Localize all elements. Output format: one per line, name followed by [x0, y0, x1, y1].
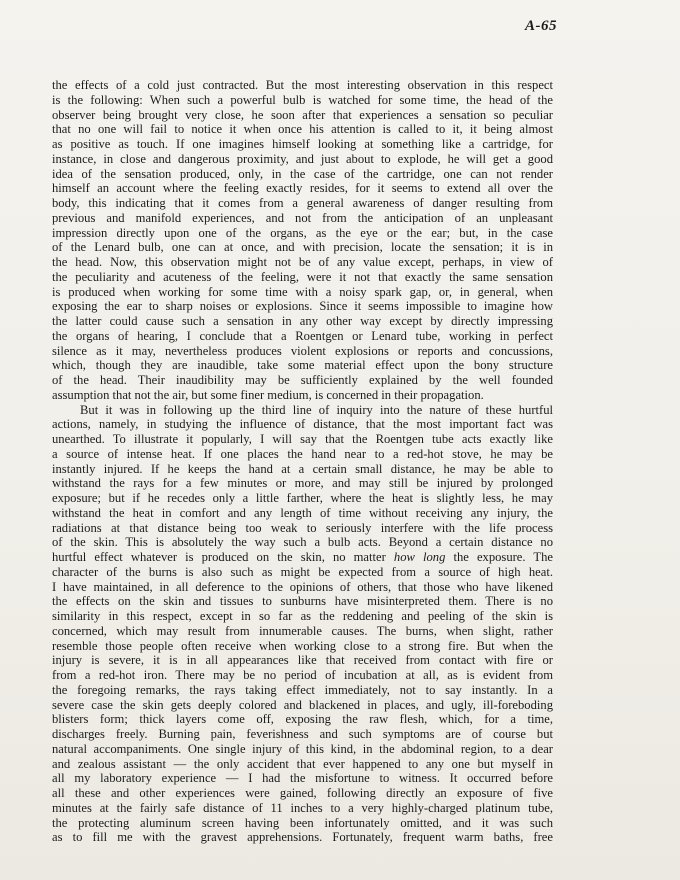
text-line: the peculiarity and acuteness of the feeling, were it not that exactly the same sensation [52, 269, 553, 284]
text-line: silence as it may, nevertheless produces violent explosions or reports and concussions, [52, 343, 553, 358]
text-line: severe case the skin gets deeply colored and blackened in places, and ugly, ill-foreboding [52, 697, 553, 712]
text-line-with-emphasis [52, 550, 553, 565]
text-line: exposure; but if he recedes only a little farther, where the heat is slightly less, he may [52, 491, 553, 505]
text-line: character of the burns is also such as might be expected from a source of high heat. [52, 564, 553, 579]
text-line: as positive as touch. If one imagines himself looking at something like a cartridge, for [52, 137, 553, 151]
text-line: which, though they are inaudible, take some material effect upon the bony structure [52, 358, 553, 373]
text-line: similarity in this respect, except in so far as the reddening and peeling of the skin is [52, 609, 553, 623]
text-line: of the skin. This is absolutely the way such a bulb acts. Beyond a certain distance no [52, 535, 553, 550]
text-line: the protecting aluminum screen having been infortunately omitted, and it was such [52, 815, 553, 830]
text-line: instantly injured. If he keeps the hand at a certain small distance, he may be able to [52, 461, 553, 476]
text-line: body, this indicating that it comes from a general awareness of danger resulting from [52, 196, 553, 210]
text-line: of the head. Their inaudibility may be sufficiently explained by the well founded [52, 373, 553, 387]
text-line: a source of intense heat. If one places the hand near to a red-hot stove, he may be [52, 446, 553, 461]
text-line: unearthed. To illustrate it popularly, I will say that the Roentgen tube acts exactly like [52, 432, 553, 446]
text-line: assumption that not the air, but some finer medium, is concerned in their propagation. [52, 387, 484, 402]
text-line: previous and manifold experiences, and not from the anticipation of an unpleasant [52, 210, 553, 225]
text-line: impression directly upon one of the organs, as the eye or the ear; but, in the case [52, 225, 553, 240]
text-line: the head. Now, this observation might not be of any value except, perhaps, in view of [52, 255, 553, 269]
text-line: injury is severe, it is in all appearances like that received from contact with fire or [52, 653, 553, 668]
text-line: is the following: When such a powerful bulb is watched for some time, the head of the [52, 92, 553, 107]
text-line: and zealous assistant — the only accident that ever happened to any one but myself in [52, 756, 553, 771]
text-line: actions, namely, in studying the influence of distance, that the most important fact was [52, 417, 553, 432]
text-line: that no one will fail to notice it when once his attention is called to it, it being almost [52, 122, 553, 137]
text-segment: hurtful effect whatever is produced on the skin, no matter [52, 550, 394, 564]
emphasis-text: how long [393, 550, 446, 564]
text-line: is produced when working for some time with a noisy spark gap, or, in general, when [52, 284, 553, 299]
text-line: withstand the rays for a few minutes or more, and may still be injured by prolonged [52, 476, 553, 491]
text-line: radiations at that distance being too weak to seriously interfere with the life process [52, 520, 553, 535]
text-line: the foregoing remarks, the rays taking effect immediately, not to say instantly. In a [52, 682, 553, 697]
text-segment: the exposure. The [445, 550, 553, 564]
text-line: from a red-hot iron. There may be no period of incubation at all, as is evident from [52, 668, 553, 682]
text-line: I have maintained, in all deference to the opinions of others, that those who have likened [52, 579, 553, 594]
text-line: instance, in close and dangerous proximity, and just about to explode, he will get a good [52, 151, 553, 166]
text-line: the effects of a cold just contracted. But the most interesting observation in this respect [52, 78, 553, 92]
text-line: natural accompaniments. One single injury of this kind, in the abdominal region, to a dear [52, 741, 553, 756]
text-line: withstand the heat in comfort and any length of time without receiving any injury, the [52, 505, 553, 520]
text-line: concerned, which may result from innumerable causes. The burns, when slight, rather [52, 623, 553, 638]
text-line: the organs of hearing, I conclude that a Roentgen or Lenard tube, working in perfect [52, 328, 553, 343]
text-line: idea of the sensation produced, only, in the case of the cartridge, one can not render [52, 166, 553, 181]
text-line: as to fill me with the gravest apprehensions. Fortunately, frequent warm baths, free [52, 830, 553, 845]
paragraph-start-line: But it was in following up the third line of inquiry into the nature of these hurtful [80, 402, 553, 417]
text-line: blisters form; thick layers come off, exposing the raw flesh, which, for a time, [52, 712, 553, 727]
text-line: all my laboratory experience — I had the misfortune to witness. It occurred before [52, 771, 553, 786]
text-line: exposing the ear to sharp noises or explosions. Since it seems impossible to imagine how [52, 299, 553, 314]
text-line: observer being brought very close, he soon after that experiences a sensation so peculiar [52, 107, 553, 122]
page-number: A-65 [525, 18, 557, 34]
text-line: the effects on the skin and tissues to sunburns have misinterpreted them. There is no [52, 594, 553, 609]
text-line: the latter could cause such a sensation in any other way except by directly impressing [52, 314, 553, 328]
text-line: himself an account where the feeling exactly resides, for it seems to extend all over the [52, 181, 553, 196]
text-line: all these and other experiences were gained, following directly an exposure of five [52, 786, 553, 800]
text-line: resemble those people often receive when working close to a strong fire. But when the [52, 638, 553, 653]
text-line: minutes at the fairly safe distance of 11 inches to a very highly-charged platinum tube, [52, 800, 553, 815]
text-line: of the Lenard bulb, one can at once, and with precision, locate the sensation; it is in [52, 240, 553, 255]
text-line: discharges freely. Burning pain, feverishness and such symptoms are of course but [52, 727, 553, 741]
body-text [52, 78, 553, 845]
